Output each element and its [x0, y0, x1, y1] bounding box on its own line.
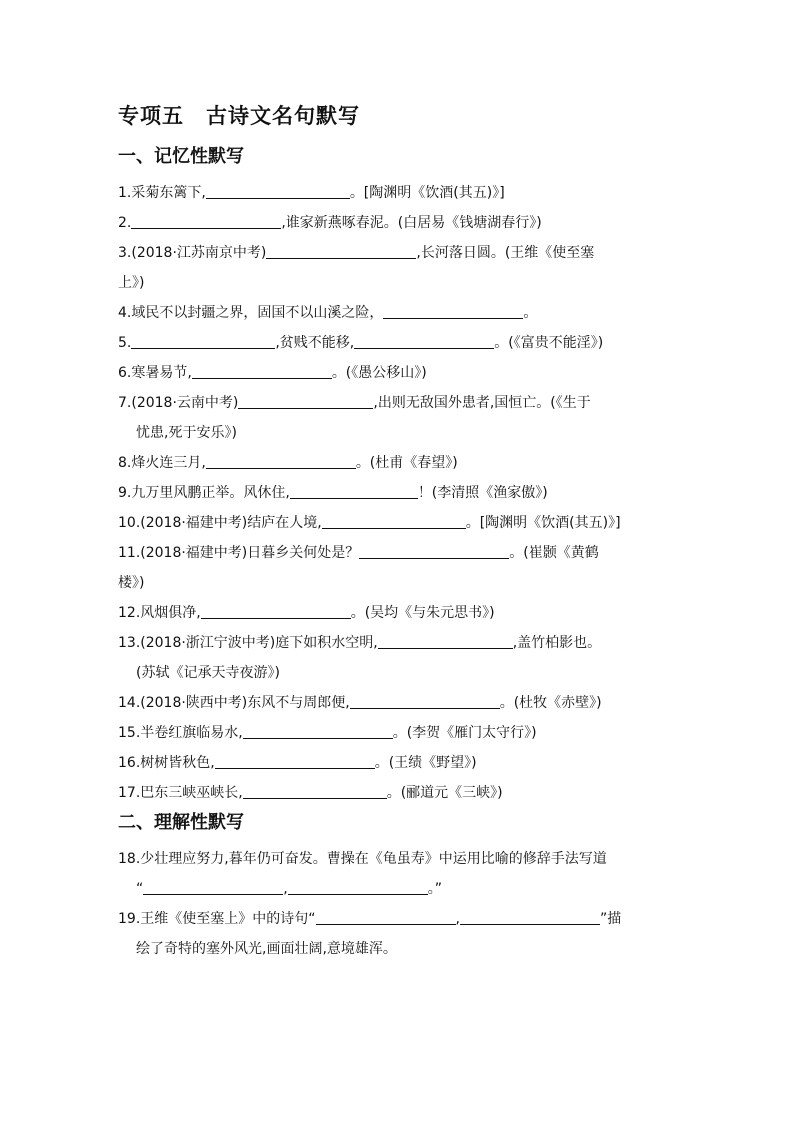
- answer-blank[interactable]: [238, 393, 373, 409]
- answer-blank[interactable]: [460, 909, 600, 925]
- answer-blank[interactable]: [143, 879, 283, 895]
- question-12: 12.风烟俱净, 。(吴均《与朱元思书》): [118, 605, 495, 621]
- answer-blank[interactable]: [266, 243, 416, 259]
- answer-blank[interactable]: [215, 753, 375, 769]
- answer-blank[interactable]: [316, 909, 456, 925]
- question-11: 11.(2018·福建中考)日暮乡关何处是？ 。(崔颢《黄鹤: [118, 545, 599, 561]
- answer-blank[interactable]: [206, 453, 356, 469]
- worksheet: [118, 100, 692, 964]
- question-7-continued: 忧患,死于安乐》): [136, 425, 237, 441]
- question-4: 4.域民不以封疆之界，固国不以山溪之险， 。: [118, 305, 538, 321]
- answer-blank[interactable]: [378, 633, 513, 649]
- question-13-continued: (苏轼《记承天寺夜游》): [136, 665, 280, 681]
- question-13: 13.(2018·浙江宁波中考)庭下如积水空明, ,盖竹柏影也。: [118, 635, 602, 651]
- answer-blank[interactable]: [383, 303, 523, 319]
- question-10: 10.(2018·福建中考)结庐在人境, 。[陶渊明《饮酒(其五)》]: [118, 515, 621, 531]
- section-heading-comprehension: 二、理解性默写: [118, 812, 244, 833]
- answer-blank[interactable]: [350, 693, 500, 709]
- question-18: 18.少壮理应努力,暮年仍可奋发。曹操在《龟虽寿》中运用比喻的修辞手法写道: [118, 851, 607, 867]
- title-prefix: 专项五: [118, 104, 184, 128]
- answer-blank[interactable]: [359, 543, 509, 559]
- question-8: 8.烽火连三月, 。(杜甫《春望》): [118, 455, 458, 471]
- question-16: 16.树树皆秋色, 。(王绩《野望》): [118, 755, 477, 771]
- question-9: 9.九万里风鹏正举。风休住, ！(李清照《渔家傲》): [118, 485, 548, 501]
- answer-blank[interactable]: [290, 483, 418, 499]
- question-6: 6.寒暑易节, 。(《愚公移山》): [118, 365, 427, 381]
- question-11-continued: 楼》): [118, 575, 145, 591]
- answer-blank[interactable]: [243, 783, 387, 799]
- question-17: 17.巴东三峡巫峡长, 。(郦道元《三峡》): [118, 785, 503, 801]
- answer-blank[interactable]: [243, 723, 393, 739]
- answer-blank[interactable]: [201, 603, 351, 619]
- answer-blank[interactable]: [354, 333, 494, 349]
- question-19-continued: 绘了奇特的塞外风光,画面壮阔,意境雄浑。: [136, 941, 397, 957]
- answer-blank[interactable]: [322, 513, 466, 529]
- question-2: 2. ,谁家新燕啄春泥。(白居易《钱塘湖春行》): [118, 215, 542, 231]
- answer-blank[interactable]: [131, 213, 281, 229]
- question-3: 3.(2018·江苏南京中考) ,长河落日圆。(王维《使至塞: [118, 245, 595, 261]
- question-1: 1.采菊东篱下, 。[陶渊明《饮酒(其五)》]: [118, 185, 505, 201]
- answer-blank[interactable]: [131, 333, 275, 349]
- question-15: 15.半卷红旗临易水, 。(李贺《雁门太守行》): [118, 725, 537, 741]
- answer-blank[interactable]: [206, 183, 350, 199]
- answer-blank[interactable]: [288, 879, 428, 895]
- section-heading-memory: 一、记忆性默写: [118, 146, 244, 167]
- question-7: 7.(2018·云南中考) ,出则无敌国外患者,国恒亡。(《生于: [118, 395, 591, 411]
- answer-blank[interactable]: [192, 363, 332, 379]
- question-3-continued: 上》): [118, 275, 145, 291]
- question-5: 5. ,贫贱不能移, 。(《富贵不能淫》): [118, 335, 604, 351]
- page-title: [118, 100, 692, 130]
- question-19: 19.王维《使至塞上》中的诗句“ , ”描: [118, 911, 622, 927]
- question-14: 14.(2018·陕西中考)东风不与周郎便, 。(杜牧《赤壁》): [118, 695, 602, 711]
- title-main: 古诗文名句默写: [206, 104, 360, 128]
- question-18-continued: “ , 。”: [136, 881, 442, 897]
